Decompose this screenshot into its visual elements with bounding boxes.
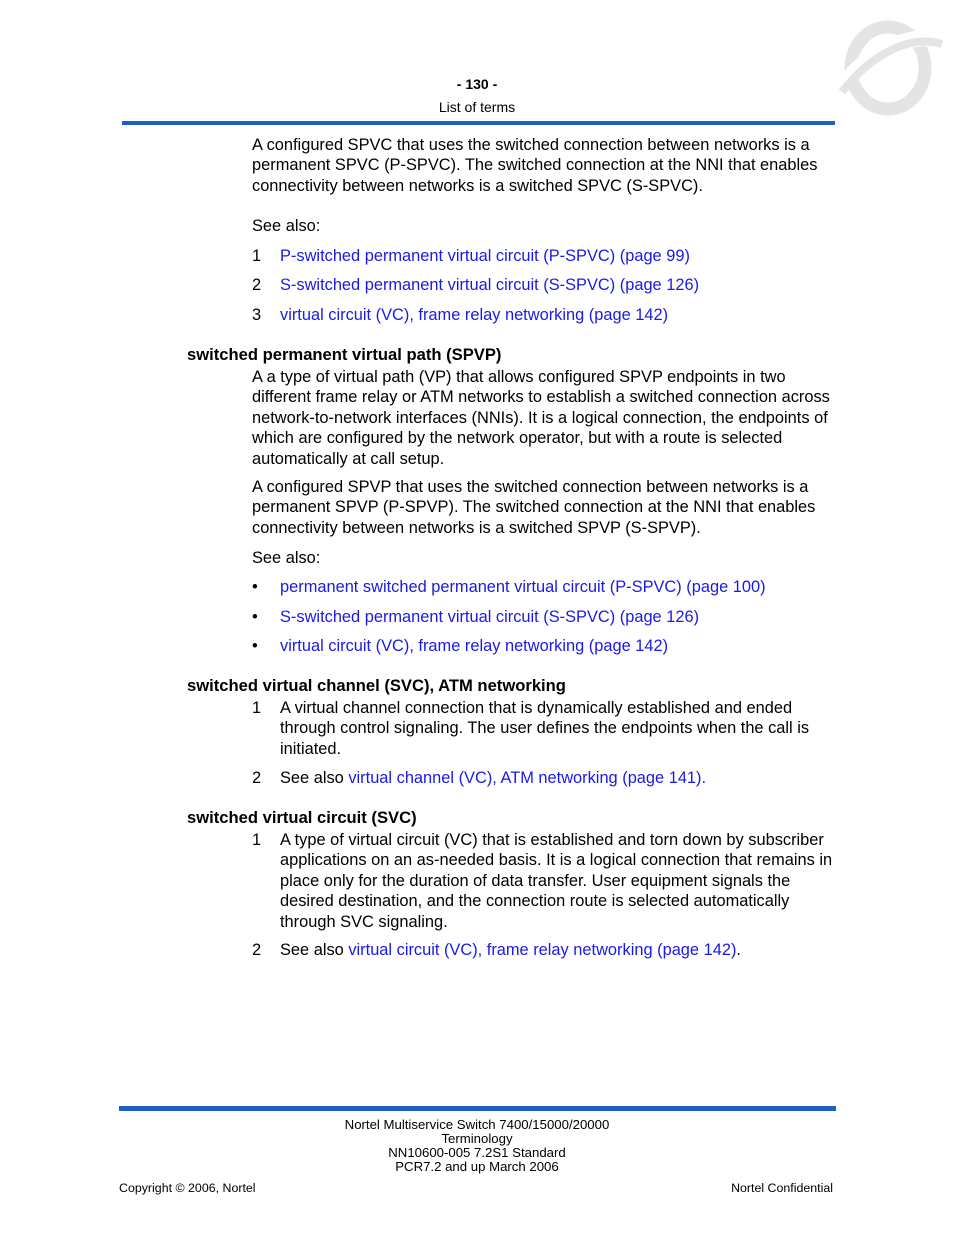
list-marker: 2 <box>252 769 262 787</box>
bullet: • <box>252 608 258 626</box>
bullet: • <box>252 637 258 655</box>
intro-paragraph: A configured SPVC that uses the switched connection between networks is a permanent SPVC (P-SPVC). The switched connection at the NNI that enables connectivity between networks is a switched SPVC (S-SPVC). <box>252 136 818 195</box>
cross-reference-link[interactable]: virtual circuit (VC), frame relay networking (page 142) <box>280 637 669 655</box>
spvp-see-also: See also: <box>252 549 321 567</box>
cross-reference-link[interactable]: S-switched permanent virtual circuit (S-SPVC) (page 126) <box>280 276 700 294</box>
spvp-definition: A a type of virtual path (VP) that allows configured SPVP endpoints in two different frame relay or ATM networks to establish a switched connection across network-to-network interfaces (NNIs). It is a logical connection, the endpoints of which are configured by the network operator, but with a route is selected automatically at call setup. <box>252 368 830 468</box>
svc-see-also <box>280 940 837 960</box>
footer-confidential: Nortel Confidential <box>731 1181 833 1195</box>
see-also-prefix: See also <box>280 769 349 787</box>
svc-atm-definition: A virtual channel connection that is dynamically established and ended through control signaling. The user defines the endpoints when the call is initiated. <box>280 699 810 758</box>
footer-doc-title: Terminology <box>441 1131 513 1146</box>
section-title: List of terms <box>438 99 516 115</box>
see-also-prefix: See also <box>280 941 349 959</box>
list-marker: 1 <box>252 831 262 849</box>
footer-rule <box>119 1106 836 1111</box>
list-marker: 2 <box>252 941 262 959</box>
cross-reference-link[interactable]: S-switched permanent virtual circuit (S-SPVC) (page 126) <box>280 608 700 626</box>
svc-definition: A type of virtual circuit (VC) that is established and torn down by subscriber applications on an as-needed basis. It is a logical connection that remains in place only for the duration of data transfer. User equipment signals the desired destination, and the connection route is selected automatically through SVC signaling. <box>280 831 833 931</box>
term-heading-svc-atm: switched virtual channel (SVC), ATM networking <box>187 676 566 695</box>
footer-copyright: Copyright © 2006, Nortel <box>119 1181 256 1195</box>
see-also-suffix: . <box>736 941 741 959</box>
cross-reference-link[interactable]: virtual circuit (VC), frame relay networking (page 142) <box>280 306 669 324</box>
footer-release: PCR7.2 and up March 2006 <box>395 1159 559 1174</box>
cross-reference-link[interactable]: P-switched permanent virtual circuit (P-SPVC) (page 99) <box>280 247 690 265</box>
list-marker: 1 <box>252 699 262 717</box>
spvp-paragraph-2: A configured SPVP that uses the switched connection between networks is a permanent SPVP (P-SPVP). The switched connection at the NNI that enables connectivity between networks is a switched SPVP (S-SPVP). <box>252 478 816 537</box>
cross-reference-link[interactable]: permanent switched permanent virtual circuit (P-SPVC) (page 100) <box>280 578 766 596</box>
header-rule <box>122 121 835 125</box>
cross-reference-link[interactable]: virtual circuit (VC), frame relay networking (page 142) <box>348 941 737 959</box>
list-marker: 2 <box>252 276 262 294</box>
bullet: • <box>252 578 258 596</box>
term-heading-spvp: switched permanent virtual path (SPVP) <box>187 345 502 364</box>
footer-product: Nortel Multiservice Switch 7400/15000/20000 <box>344 1117 610 1132</box>
list-marker: 1 <box>252 247 262 265</box>
intro-see-also: See also: <box>252 217 321 235</box>
list-marker: 3 <box>252 306 262 324</box>
footer-doc-number: NN10600-005 7.2S1 Standard <box>388 1145 566 1160</box>
cross-reference-link[interactable]: virtual channel (VC), ATM networking (page 141). <box>348 769 707 787</box>
svc-atm-see-also <box>280 768 837 788</box>
term-heading-svc: switched virtual circuit (SVC) <box>187 808 417 827</box>
page-number: - 130 - <box>456 76 498 92</box>
